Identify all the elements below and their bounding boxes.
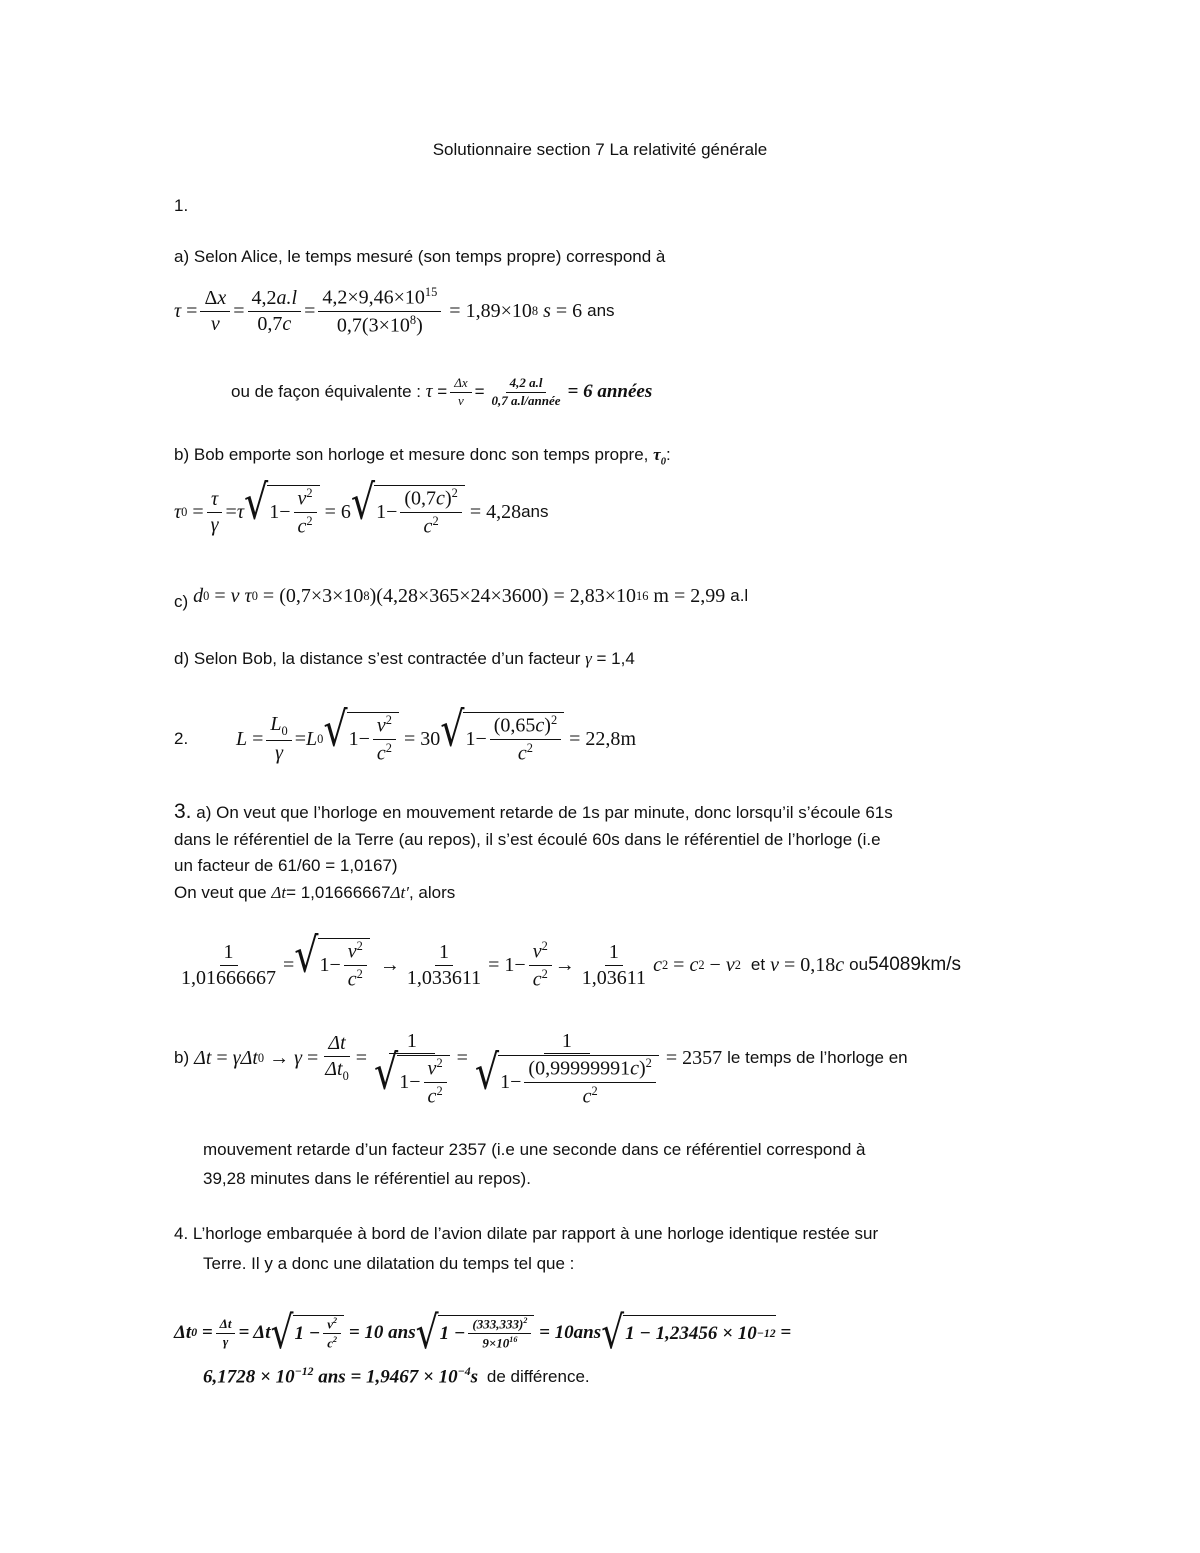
q4-equation: Δt 0 = $\frac{\Delta t}{\gamma}$ = Δt √ 1 − $\frac{v^2}{c^2}$ = 10 ans √ 1 − $\frac{(333,333)^2}{9\times 10^{16}}$ = 10ans √ 1 − 1,23456 × 10 −12 = [174, 1306, 792, 1360]
q1c-equation: c) d 0 = v τ 0 = (0,7×3×10 8 )(4,28×365×24×3600) = 2,83×10 16 m = 2,99 a.l [174, 576, 748, 616]
q1c-label: c) [174, 592, 189, 611]
q3a-line1 [174, 798, 893, 827]
q3a-line2: dans le référentiel de la Terre (au repos), il s’est écoulé 60s dans le référentiel de l’horloge (i.e [174, 830, 881, 849]
question-4-number: 4. [174, 1224, 189, 1243]
q1d-label: d) [174, 649, 190, 668]
q3a-line4: On veut que Δt= 1,01666667Δt′, alors [174, 883, 456, 902]
q2-unit: m [620, 727, 636, 750]
q1b-unit: ans [521, 502, 549, 521]
q3b-line3: 39,28 minutes dans le référentiel au repos). [203, 1169, 531, 1188]
q1a-statement: Selon Alice, le temps mesuré (son temps propre) correspond à [193, 247, 666, 266]
q1d-statement: Selon Bob, la distance s’est contractée d’un facteur [193, 649, 581, 668]
q3b-line2: mouvement retarde d’un facteur 2357 (i.e une seconde dans ce référentiel correspond à [203, 1140, 866, 1159]
question-3-number: 3. [174, 800, 192, 823]
q4-line1 [174, 1220, 878, 1248]
q3a-label: a) [196, 803, 212, 822]
q1d-text: d) Selon Bob, la distance s’est contractée d’un facteur γ = 1,4 [174, 649, 635, 668]
q1a-alt-equation: ou de façon équivalente : τ = $\frac{\Delta x}{v}$ = $\frac{4,2 a.l}{\text{0,7 a.l/année}}$ = 6 années [231, 374, 653, 408]
q4-line1-text: L’horloge embarquée à bord de l’avion dilate par rapport à une horloge identique restée sur [192, 1224, 879, 1243]
q3a-equation: $\frac{1}{1,01666667}$ = √ 1− $\frac{v^2}{c^2}$ → $\frac{1}{1,033611}$ = 1− $\frac{v^2}{c^2}$ → $\frac{1}{1,03611}$ c 2 = c 2 − v 2 et v = 0,18 c ou 54089km/s [181, 927, 962, 991]
q1a-equation: τ = $\frac{\Delta x}{v}$ = $\frac{4,2a.l}{0,7c}$ = $\frac{4,2\times 9,46\times 10^{15}}{0,7(3\times 10^8)}$ = 1,89×10 8 s = 6 ans [174, 284, 615, 337]
q3a-line1-text: On veut que l’horloge en mouvement retarde de 1s par minute, donc lorsqu’il s’écoule 61s [216, 803, 893, 822]
q3a-line3: un facteur de 61/60 = 1,0167) [174, 856, 398, 875]
q4-suffix: de différence. [486, 1367, 590, 1386]
page-title: Solutionnaire section 7 La relativité générale [432, 140, 768, 159]
q2-equation: 2. L = $\frac{L_0}{\gamma}$ = L 0 √ 1− $\frac{v^2}{c^2}$ = 30 √ 1− $\frac{(0,65c)^2}{c^2}$ = 22,8 m [174, 701, 636, 765]
q3a-line4-end: , alors [408, 883, 456, 902]
q1a-unit: ans [587, 301, 615, 320]
question-2-number: 2. [174, 729, 189, 748]
q3a-and: et [750, 955, 766, 974]
q4-line2: Terre. Il y a donc une dilatation du temps tel que : [203, 1254, 575, 1273]
q1a-alt-intro: ou de façon équivalente : [231, 382, 421, 401]
q3b-label: b) [174, 1048, 190, 1067]
q3a-or: ou [849, 955, 869, 974]
q1a-text [174, 243, 665, 271]
question-1-number: 1. [174, 196, 189, 215]
q3b-after: le temps de l’horloge en [727, 1048, 908, 1067]
q4-result: $6,1728 \times 10^{-12}$ ans = $1,9467 \times 10^{-4}s$ de différence. [203, 1362, 590, 1392]
q3b-equation: b) Δt = γ Δt 0 → γ = $\frac{\Delta t}{\Delta t_0}$ = 1 √ 1− $\frac{v^2}{c^2}$ = 1 √ 1− $\frac{(0,99999991c)^2}{c^2}$ = 2357 le temps de l’horloge en [174, 1030, 908, 1108]
q1b-text: b) Bob emporte son horloge et mesure donc son temps propre, $\tau_0$: [174, 445, 671, 468]
q1a-label: a) [174, 247, 190, 266]
q3a-speed: 54089km/s [868, 954, 962, 975]
q1b-statement: Bob emporte son horloge et mesure donc son temps propre, [193, 445, 649, 464]
q1b-equation: τ 0 = $\frac{\tau}{\gamma}$ = τ √ 1− $\frac{v^2}{c^2}$ = 6 √ 1− $\frac{(0,7c)^2}{c^2}$ = 4,28 ans [174, 474, 549, 538]
q3a-line4-start: On veut que [174, 883, 267, 902]
q1c-unit: a.l [730, 586, 749, 605]
q1b-label: b) [174, 445, 190, 464]
